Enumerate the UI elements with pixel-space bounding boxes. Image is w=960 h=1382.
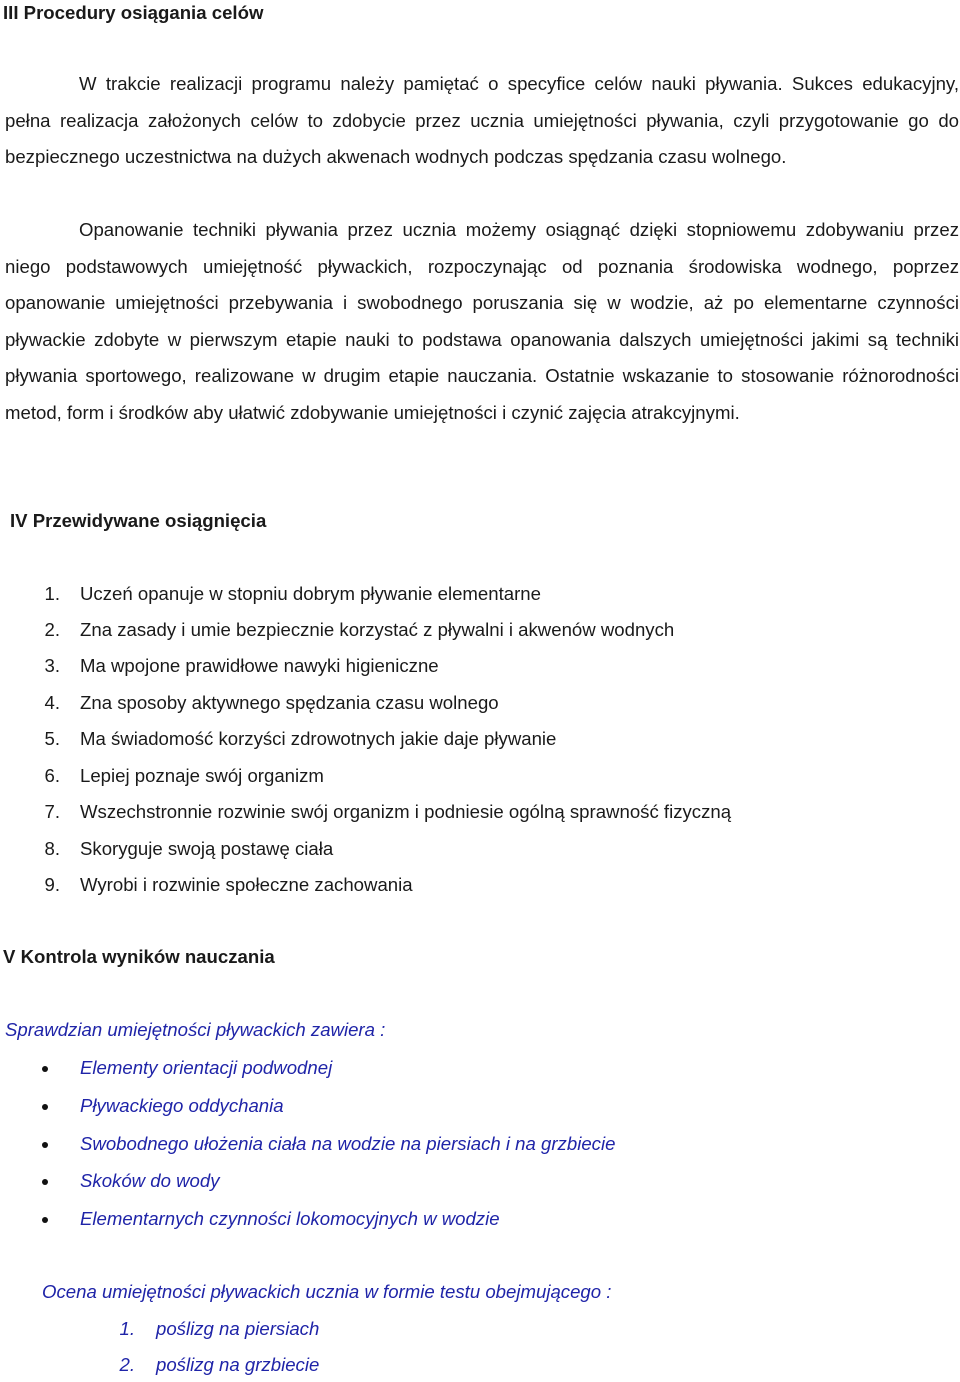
list-item-number: 1.: [44, 583, 60, 604]
test-intro: Sprawdzian umiejętności pływackich zawiera :: [5, 1019, 386, 1040]
paragraph-2: [5, 212, 959, 431]
list-item-text: Swobodnego ułożenia ciała na wodzie na piersiach i na grzbiecie: [80, 1133, 616, 1154]
list-item-text: Ma wpojone prawidłowe nawyki higieniczne: [80, 655, 439, 676]
list-item-number: 4.: [44, 692, 60, 713]
paragraph-2-text: Opanowanie techniki pływania przez ucznia możemy osiągnąć dzięki stopniowemu zdobywaniu przez niego podstawowych umiejętność pływackich, rozpoczynając od poznania środowiska wodnego, poprzez opanowanie umiejętności przebywania i swobodnego poruszania się w wodzie, aż po elementarne czynności pływackie zdobyte w pierwszym etapie nauki to podstawa opanowania dalszych umiejętności jakimi są techniki pływania sportowego, realizowane w drugim etapie nauczania. Ostatnie wskazanie to stosowanie różnorodności metod, form i środków aby ułatwić zdobywanie umiejętności i czynić zajęcia atrakcyjnymi.: [5, 219, 959, 423]
bullet-icon: [42, 1217, 48, 1223]
list-item-text: Pływackiego oddychania: [80, 1095, 284, 1116]
list-item-text: Skoryguje swoją postawę ciała: [80, 838, 334, 859]
assessment-intro: Ocena umiejętności pływackich ucznia w formie testu obejmującego :: [42, 1281, 612, 1302]
paragraph-1: [5, 66, 959, 176]
list-item-number: 3.: [44, 655, 60, 676]
section-5-heading: V Kontrola wyników nauczania: [3, 946, 275, 967]
list-item-number: 8.: [44, 838, 60, 859]
list-item-text: poślizg na piersiach: [156, 1318, 320, 1339]
section-4-heading: IV Przewidywane osiągnięcia: [10, 510, 267, 531]
bullet-icon: [42, 1179, 48, 1185]
list-item-text: Lepiej poznaje swój organizm: [80, 765, 324, 786]
bullet-icon: [42, 1066, 48, 1072]
bullet-icon: [42, 1104, 48, 1110]
paragraph-1-text: W trakcie realizacji programu należy pamiętać o specyfice celów nauki pływania. Sukces edukacyjny, pełna realizacja założonych celów to zdobycie przez ucznia umiejętności pływania, czyli przygotowanie go do bezpiecznego uczestnictwa na dużych akwenach wodnych podczas spędzania czasu wolnego.: [5, 73, 959, 167]
list-item-number: 7.: [44, 801, 60, 822]
section-3-heading: III Procedury osiągania celów: [3, 2, 264, 23]
list-item-text: Wyrobi i rozwinie społeczne zachowania: [80, 874, 413, 895]
list-item-text: Elementy orientacji podwodnej: [80, 1057, 333, 1078]
list-item-number: 5.: [44, 728, 60, 749]
list-item-number: 2.: [44, 619, 60, 640]
list-item-text: Uczeń opanuje w stopniu dobrym pływanie elementarne: [80, 583, 541, 604]
list-item-text: poślizg na grzbiecie: [156, 1354, 320, 1375]
list-item-text: Skoków do wody: [80, 1170, 220, 1191]
list-item-text: Wszechstronnie rozwinie swój organizm i podniesie ogólną sprawność fizyczną: [80, 801, 732, 822]
list-item-number: 9.: [44, 874, 60, 895]
list-item-text: Zna zasady i umie bezpiecznie korzystać z pływalni i akwenów wodnych: [80, 619, 675, 640]
list-item-number: 2.: [119, 1354, 135, 1375]
list-item-number: 1.: [119, 1318, 135, 1339]
list-item-text: Ma świadomość korzyści zdrowotnych jakie daje pływanie: [80, 728, 557, 749]
list-item-text: Elementarnych czynności lokomocyjnych w wodzie: [80, 1208, 500, 1229]
list-item-text: Zna sposoby aktywnego spędzania czasu wolnego: [80, 692, 499, 713]
list-item-number: 6.: [44, 765, 60, 786]
bullet-icon: [42, 1142, 48, 1148]
